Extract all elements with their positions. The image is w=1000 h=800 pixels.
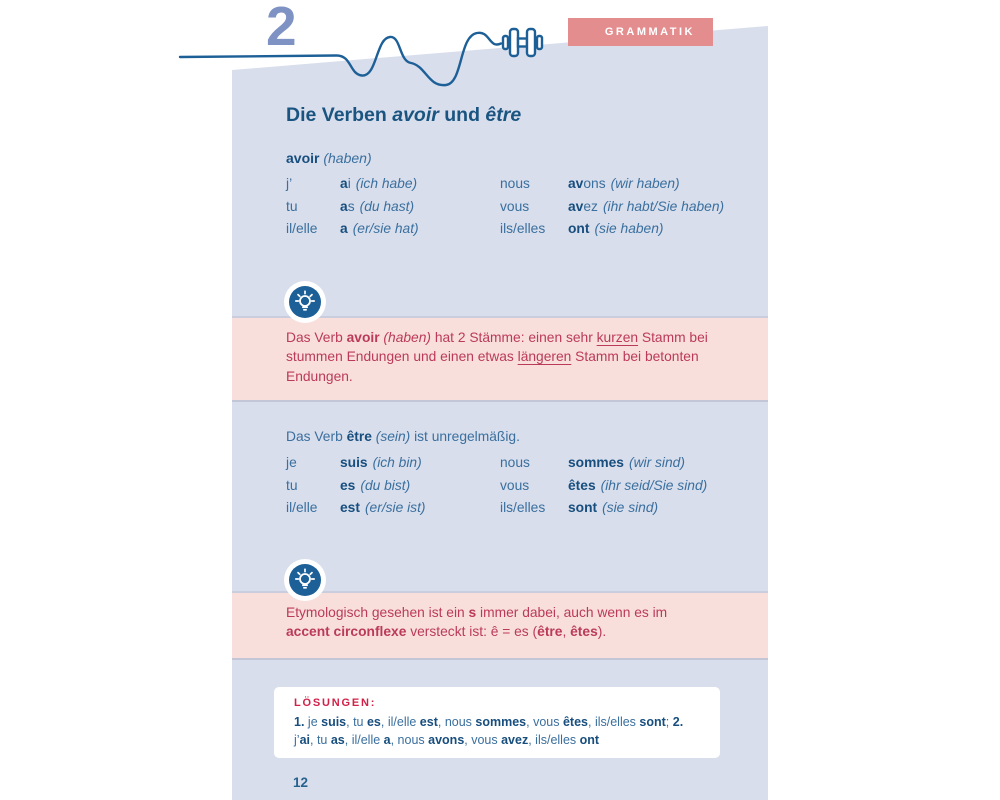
pronoun-cell: nous bbox=[500, 176, 530, 191]
verb-form-cell: ai (ich habe) bbox=[340, 176, 418, 191]
tip-text: Das Verb avoir (haben) hat 2 Stämme: einen sehr kurzen Stamm bei stummen Endungen und einen etwas längeren Stamm bei betonten Endungen. bbox=[286, 330, 708, 384]
header-art bbox=[0, 0, 1000, 96]
lightbulb-icon bbox=[289, 286, 321, 318]
pronoun-cell: je bbox=[286, 455, 297, 470]
tip-medallion bbox=[284, 281, 326, 323]
pronoun-cell: il/elle bbox=[286, 500, 318, 516]
pronoun-cell: vous bbox=[500, 477, 530, 493]
avoir-conjugation-table bbox=[286, 173, 756, 241]
squiggle-line bbox=[180, 33, 501, 85]
tip-box-avoir bbox=[232, 316, 768, 402]
verb-form-cell: avez (ihr habt/Sie haben) bbox=[568, 198, 725, 214]
pronoun-cell: nous bbox=[500, 455, 530, 470]
avoir-heading: avoir (haben) bbox=[286, 150, 372, 166]
lightbulb-icon bbox=[289, 564, 321, 596]
verb-form-cell: sommes (wir sind) bbox=[568, 455, 685, 470]
etre-conjugation-table bbox=[286, 452, 756, 520]
pronoun-cell: tu bbox=[286, 198, 298, 214]
verb-form-cell: êtes (ihr seid/Sie sind) bbox=[568, 477, 708, 493]
pronoun-cell: j’ bbox=[286, 176, 293, 191]
verb-form-cell: avons (wir haben) bbox=[568, 176, 680, 191]
dumbbell-icon bbox=[503, 29, 542, 56]
verb-form-cell: est (er/sie ist) bbox=[340, 500, 426, 516]
tip-box-etre bbox=[232, 591, 768, 660]
verb-form-cell: sont (sie sind) bbox=[568, 500, 659, 516]
grammatik-badge-label: GRAMMATIK bbox=[604, 26, 695, 38]
solutions-box bbox=[274, 687, 720, 758]
tip-medallion bbox=[284, 559, 326, 601]
page-number: 12 bbox=[293, 775, 309, 790]
solutions-heading: LÖSUNGEN: bbox=[294, 697, 377, 709]
pronoun-cell: ils/elles bbox=[500, 221, 546, 237]
verb-form-cell: ont (sie haben) bbox=[568, 221, 664, 237]
verb-form-cell: es (du bist) bbox=[340, 477, 411, 493]
verb-form-cell: as (du hast) bbox=[340, 198, 415, 214]
verb-form-cell: a (er/sie hat) bbox=[340, 221, 419, 237]
pronoun-cell: tu bbox=[286, 477, 298, 493]
pronoun-cell: il/elle bbox=[286, 221, 318, 237]
etre-heading: Das Verb être (sein) ist unregelmäßig. bbox=[286, 429, 520, 444]
pronoun-cell: vous bbox=[500, 198, 530, 214]
grammatik-badge bbox=[568, 18, 713, 46]
page-title: Die Verben avoir und être bbox=[286, 104, 522, 126]
pronoun-cell: ils/elles bbox=[500, 500, 546, 516]
verb-form-cell: suis (ich bin) bbox=[340, 455, 422, 470]
solutions-text: 1. je suis, tu es, il/elle est, nous sommes, vous êtes, ils/elles sont; 2. j’ai, tu as, il/elle a, nous avons, vous avez, ils/elles ont bbox=[294, 715, 684, 747]
tip-text: Etymologisch gesehen ist ein s immer dabei, auch wenn es im accent circonflexe versteckt ist: ê = es (être, êtes). bbox=[286, 605, 668, 640]
chapter-number: 2 bbox=[266, 0, 297, 57]
